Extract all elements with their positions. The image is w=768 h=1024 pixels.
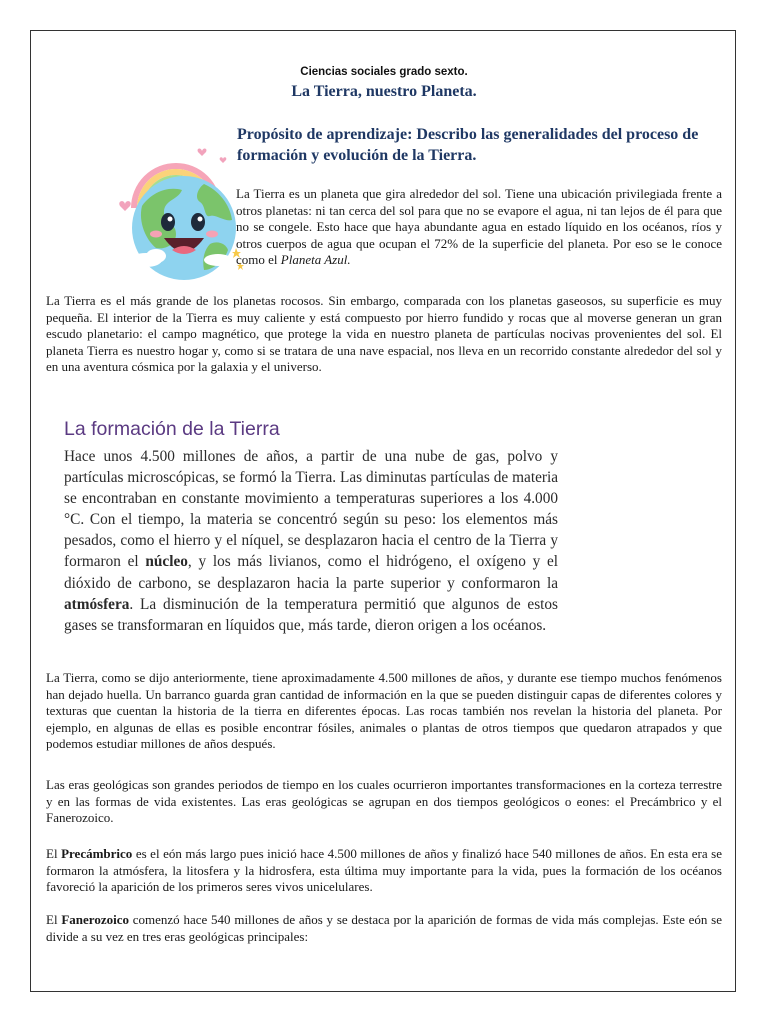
page-title: La Tierra, nuestro Planeta. [291,83,477,100]
formation-text: Hace unos 4.500 millones de años, a partir de una nube de gas, polvo y partículas microscópicas, se formó la Tierra. Las diminutas partículas de materia se encontraban en constante movimiento a temperaturas superiores a los 4.000 °C. Con el tiempo, la materia se concentró según su peso: los elementos más pesados, como el hierro y el níquel, se desplazaron hacia el centro de la Tierra y formaron el núcleo, y los más livianos, como el hidrógeno, el oxígeno y el dióxido de carbono, se desplazaron hacia la parte superior y conformaron la atmósfera. La disminución de la temperatura permitió que algunos de estos gases se transformaran en líquidos que, más tarde, dieron origen a los océanos. [64,448,558,634]
formation-title: La formación de la Tierra [64,418,280,440]
learning-purpose: Propósito de aprendizaje: Describo las generalidades del proceso de formación y evolución de la Tierra. [237,126,699,164]
subject-line: Ciencias sociales grado sexto. [300,66,468,78]
intro-paragraph: La Tierra es un planeta que gira alrededor del sol. Tiene una ubicación privilegiada frente a otros planetas: ni tan cerca del sol para que no se evapore el agua, ni tan lejos de él para que no se congele. Esto hace que haya abundante agua en estado líquido en los océanos, ríos y otros cuerpos de agua que ocupan el 72% de la superficie del planeta. Por eso se le conoce como el Planeta Azul. [236,186,722,268]
planeta-azul-emphasis: Planeta Azul. [280,252,351,268]
paragraph-history: La Tierra, como se dijo anteriormente, tiene aproximadamente 4.500 millones de años, y durante ese tiempo muchos fenómenos han dejado huella. Un barranco guarda gran cantidad de información en la que se pueden distinguir capas de diferentes colores y texturas que cuentan la historia de la tierra en diferentes épocas. Las rocas también nos revelan la historia del planeta. Por ejemplo, en algunas de ellas es posible encontrar fósiles, animales o plantas de otros tiempos que quedaron atrapados y que podemos estudiar millones de años después. [46,670,722,752]
paragraph-rocky-planet: La Tierra es el más grande de los planetas rocosos. Sin embargo, comparada con los planetas gaseosos, su superficie es muy pequeña. El interior de la Tierra es muy caliente y está compuesto por hierro fundido y rocas que al moverse generan un gran escudo planetario: el campo magnético, que protege la vida en nuestro planeta de partículas nocivas provenientes del sol. El planeta Tierra es nuestro hogar y, como si se tratara de una nave espacial, nos lleva en un recorrido constante alrededor del sol y en una aventura cósmica por la galaxia y el universo. [46,293,722,375]
paragraph-phanerozoic: El Fanerozoico comenzó hace 540 millones de años y se destaca por la aparición de formas de vida más complejas. Este eón se divide a su vez en tres eras geológicas principales: [46,912,722,944]
paragraph-geologic-eras: Las eras geológicas son grandes periodos de tiempo en los cuales ocurrieron importantes transformaciones en la corteza terrestre y en las formas de vida existentes. Las eras geológicas se agrupan en dos tiempos geológicos o eones: el Precámbrico y el Fanerozoico. [46,777,722,826]
paragraph-precambrian: El Precámbrico es el eón más largo pues inició hace 4.500 millones de años y finalizó hace 540 millones de años. En esta era se formaron la atmósfera, la litosfera y la hidrosfera, esta última muy importante para la vida, pues la formación de los océanos favoreció la aparición de los primeros seres vivos unicelulares. [46,846,722,895]
